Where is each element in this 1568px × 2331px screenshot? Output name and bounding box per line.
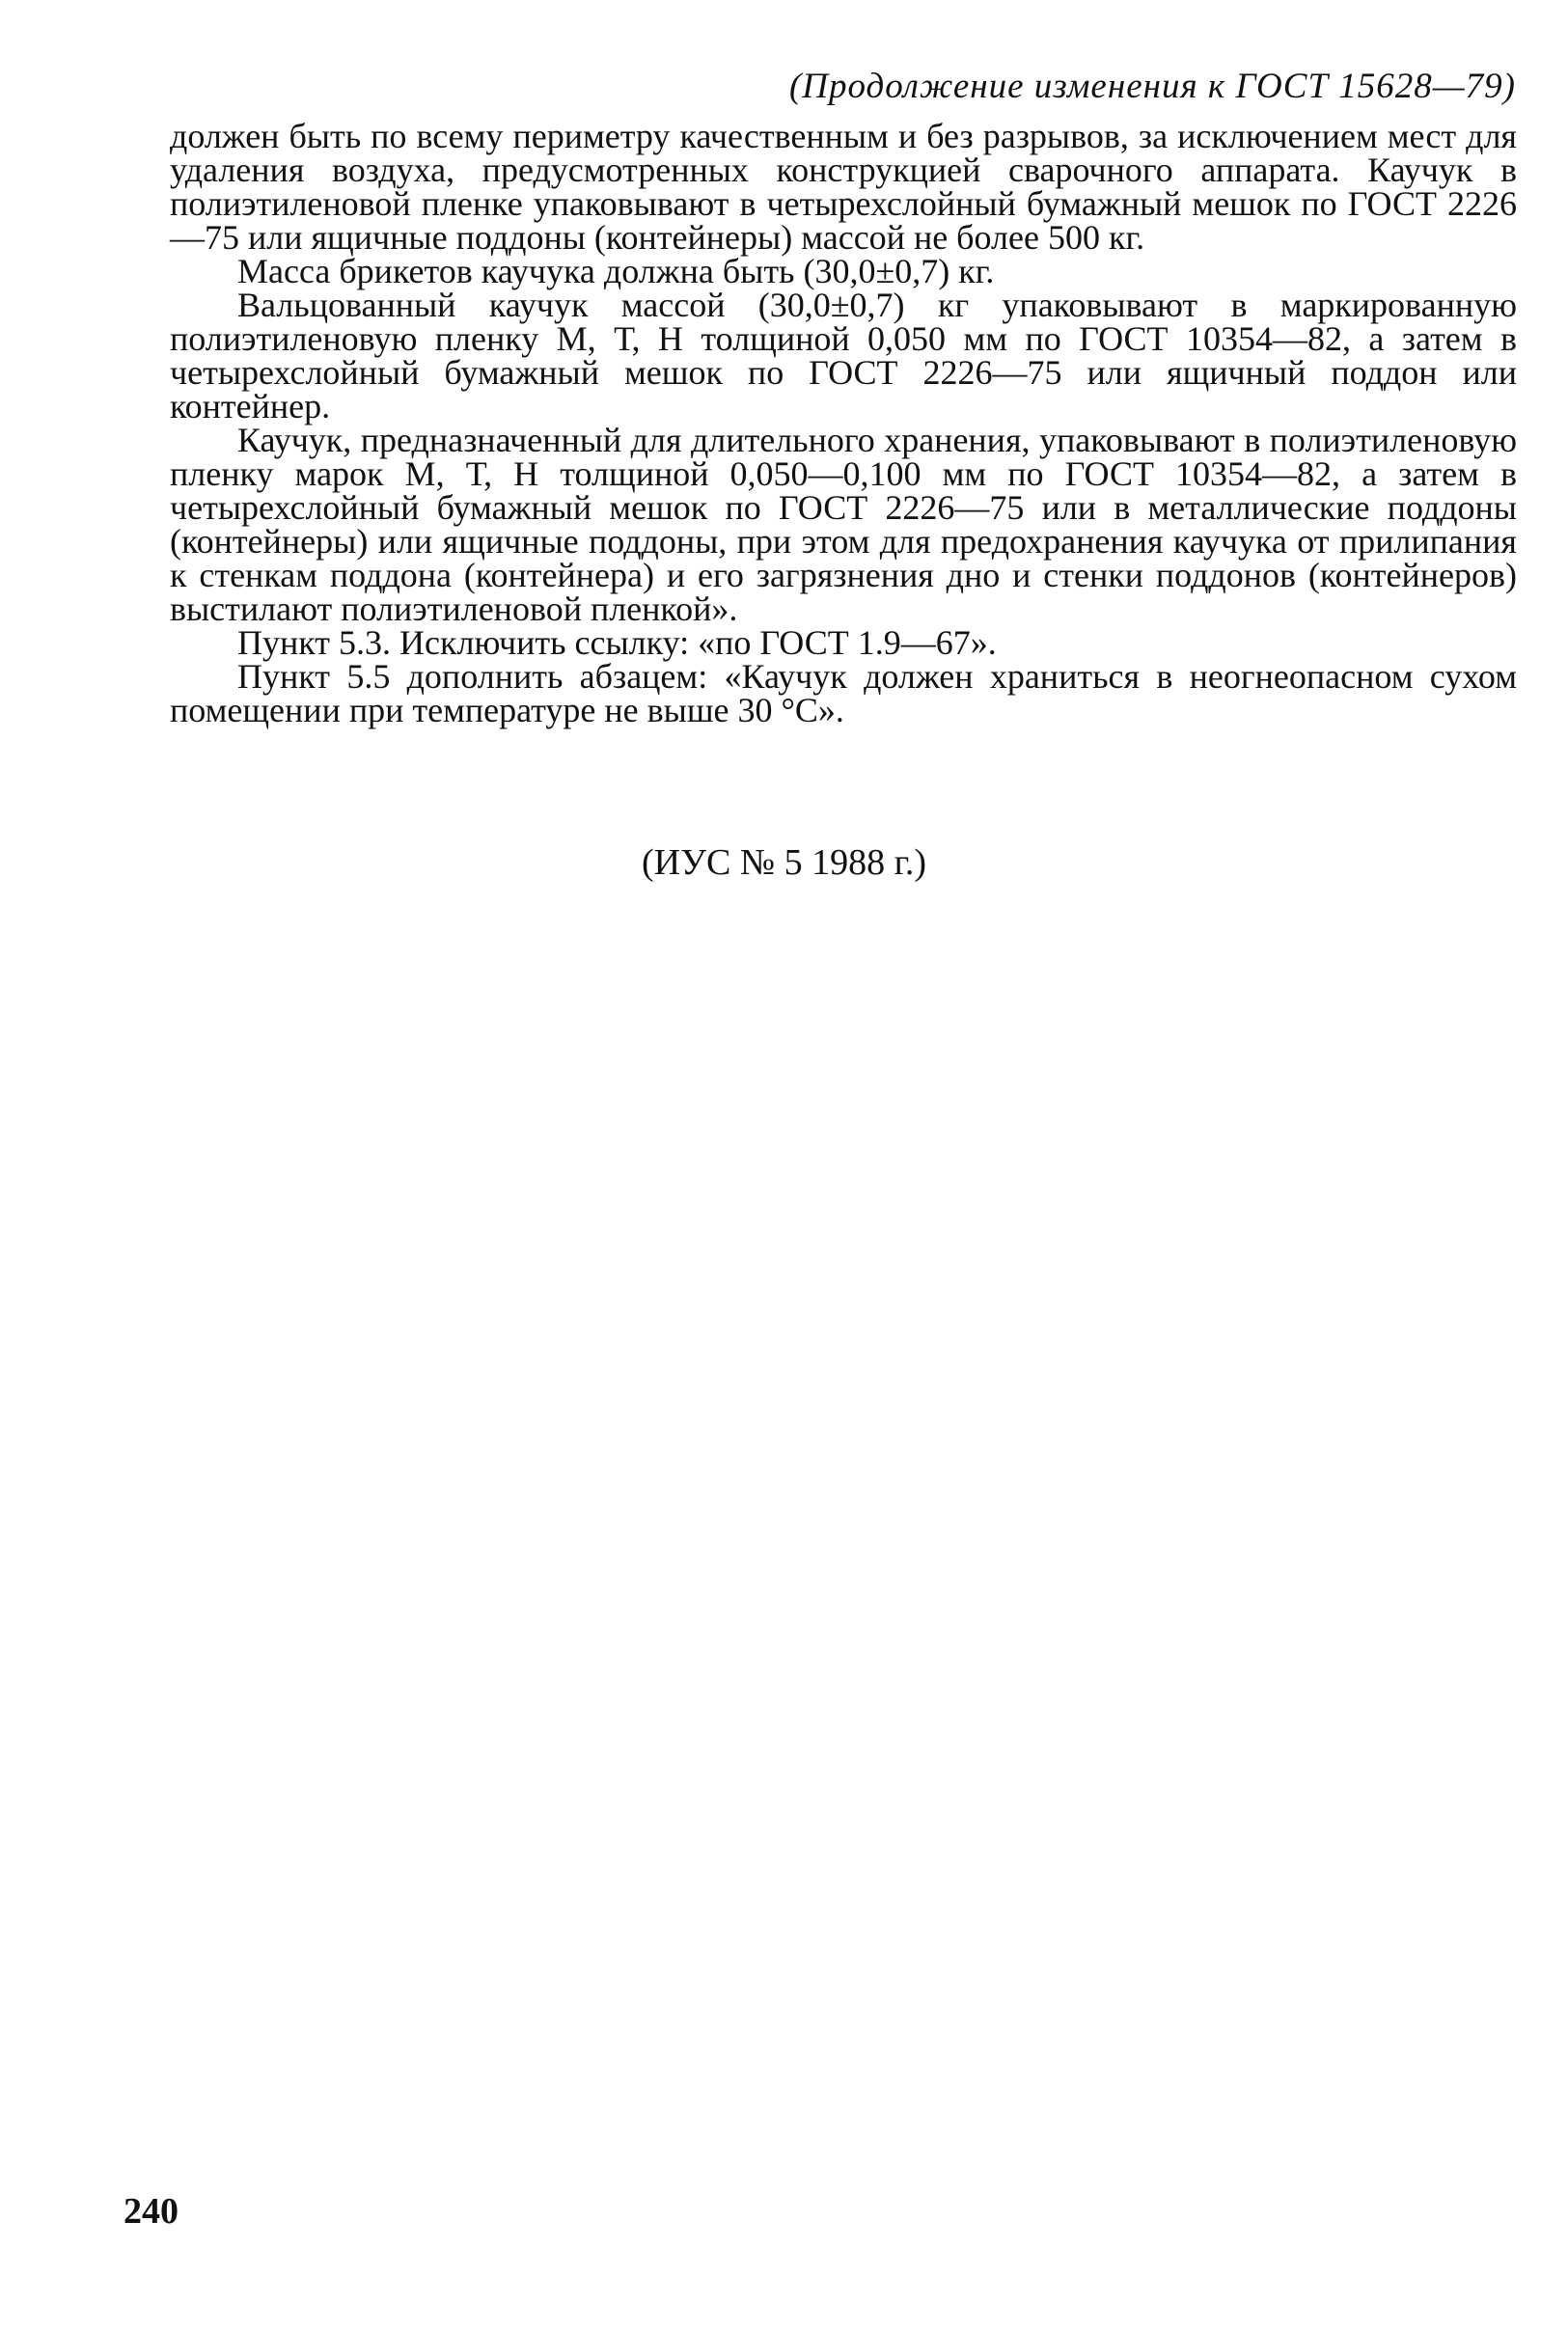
page-number: 240: [124, 2191, 179, 2232]
source-reference: (ИУС № 5 1988 г.): [641, 842, 927, 883]
paragraph-6: Пункт 5.5 дополнить абзацем: «Каучук должен храниться в неогнеопасном сухом помещении при температуре не выше 30 °С».: [170, 657, 1517, 729]
paragraph-2: Масса брикетов каучука должна быть (30,0±0,7) кг.: [237, 252, 995, 290]
body-text: [170, 117, 1517, 729]
paragraph-1: должен быть по всему периметру качественным и без разрывов, за исключением мест для удаления воздуха, предусмотренных конструкцией сварочного аппарата. Каучук в полиэтиленовой пленке упаковывают в четырехслойный бумажный мешок по ГОСТ 2226—75 или ящичные поддоны (контейнеры) массой не более 500 кг.: [170, 117, 1517, 257]
continuation-header: (Продолжение изменения к ГОСТ 15628—79): [788, 67, 1516, 106]
paragraph-4: Каучук, предназначенный для длительного хранения, упаковывают в полиэтиленовую пленку марок М, Т, Н толщиной 0,050—0,100 мм по ГОСТ 10354—82, а затем в четырехслойный бумажный мешок по ГОСТ 2226—75 или в металлические поддоны (контейнеры) или ящичные поддоны, при этом для предохранения каучука от прилипания к стенкам поддона (контейнера) и его загрязнения дно и стенки поддонов (контейнеров) выстилают полиэтиленовой пленкой».: [170, 421, 1517, 628]
paragraph-3: Вальцованный каучук массой (30,0±0,7) кг упаковывают в маркированную полиэтиленовую пленку М, Т, Н толщиной 0,050 мм по ГОСТ 10354—82, а затем в четырехслойный бумажный мешок по ГОСТ 2226—75 или ящичный поддон или контейнер.: [170, 286, 1517, 425]
paragraph-5: Пункт 5.3. Исключить ссылку: «по ГОСТ 1.9—67».: [237, 623, 997, 662]
